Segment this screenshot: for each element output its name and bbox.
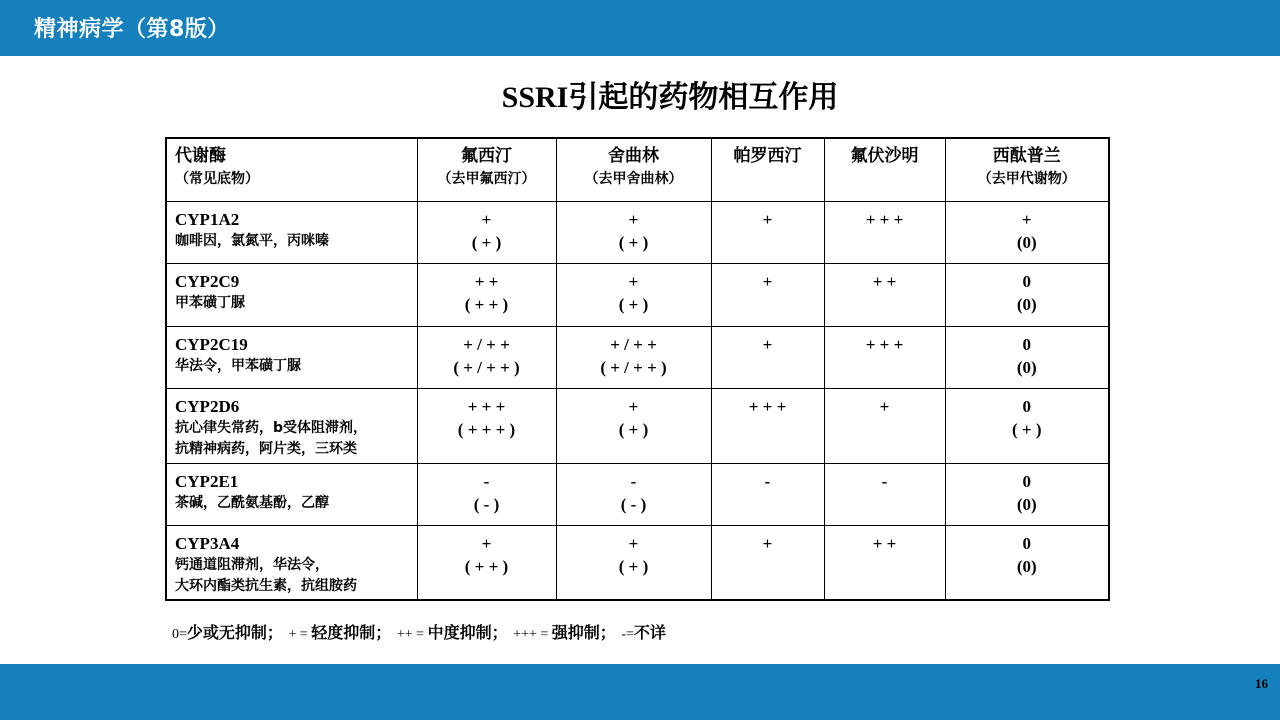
metabolite-inhibition-value: (0) (1016, 294, 1037, 314)
legend-text: 中度抑制； (427, 623, 508, 642)
enzyme-cell (166, 525, 417, 600)
metabolite-inhibition-value: (0) (1016, 232, 1037, 252)
enzyme-cell (166, 463, 417, 525)
inhibition-value: - (483, 471, 490, 491)
metabolite-inhibition-value: ( + ) (1011, 419, 1042, 439)
enzyme-name: CYP3A4 (175, 533, 240, 553)
legend (172, 620, 666, 643)
inhibition-value: 0 (1022, 533, 1031, 553)
value-cell-sertraline (556, 463, 711, 525)
metabolite-inhibition-value: ( + ) (618, 232, 649, 252)
value-cell-citalopram (945, 525, 1109, 600)
inhibition-value: + + + (467, 396, 506, 416)
metabolite-inhibition-value: ( + / + + ) (600, 357, 667, 377)
substrate-text: 华法令，甲苯磺丁脲 (175, 357, 301, 374)
inhibition-value: + (1021, 209, 1032, 229)
enzyme-name: CYP1A2 (175, 209, 240, 229)
legend-text: 不详 (633, 623, 666, 642)
metabolite-inhibition-value: ( + ) (618, 556, 649, 576)
value-cell-paroxetine (711, 263, 824, 326)
substrate-text: 咖啡因，氯氮平，丙咪嗪 (175, 232, 329, 249)
legend-symbol: + = (288, 627, 312, 642)
metabolite-inhibition-value: ( + / + + ) (453, 357, 520, 377)
column-header-label: 氟伏沙明 (850, 146, 919, 166)
metabolite-inhibition-value: ( + ) (618, 419, 649, 439)
inhibition-value: + / + + (463, 334, 510, 354)
inhibition-value: 0 (1022, 334, 1031, 354)
metabolite-inhibition-value: (0) (1016, 556, 1037, 576)
table-row (166, 388, 1109, 463)
value-cell-fluoxetine (417, 326, 556, 388)
column-header-sublabel: （去甲舍曲林） (584, 171, 683, 187)
substrate-text: 抗心律失常药，b受体阻滞剂， (175, 419, 368, 436)
metabolite-inhibition-value: ( + + + ) (457, 419, 516, 439)
inhibition-value: + (481, 533, 492, 553)
legend-symbol: -= (621, 627, 634, 642)
inhibition-value: + (879, 396, 890, 416)
interaction-table (165, 137, 1110, 601)
column-header-enzyme (166, 138, 417, 201)
enzyme-cell (166, 201, 417, 263)
enzyme-cell (166, 388, 417, 463)
inhibition-value: + + (872, 533, 897, 553)
inhibition-value: + (628, 271, 639, 291)
value-cell-citalopram (945, 463, 1109, 525)
inhibition-value: + (762, 209, 773, 229)
value-cell-sertraline (556, 201, 711, 263)
value-cell-fluvoxamine (824, 388, 945, 463)
enzyme-name: CYP2C9 (175, 271, 240, 291)
column-header-sublabel: （常见底物） (175, 171, 259, 187)
inhibition-value: + (628, 533, 639, 553)
column-header-label: 西酞普兰 (992, 146, 1061, 166)
column-header-citalopram (945, 138, 1109, 201)
enzyme-cell (166, 326, 417, 388)
column-header-label: 代谢酶 (175, 146, 226, 166)
value-cell-paroxetine (711, 388, 824, 463)
value-cell-paroxetine (711, 326, 824, 388)
value-cell-fluvoxamine (824, 201, 945, 263)
slide-title: SSRI引起的药物相互作用 (501, 81, 839, 114)
bottom-banner (0, 664, 1280, 720)
legend-text: 少或无抑制； (186, 623, 283, 642)
inhibition-value: + (628, 209, 639, 229)
metabolite-inhibition-value: ( + + ) (464, 556, 509, 576)
column-header-fluvoxamine (824, 138, 945, 201)
inhibition-value: - (630, 471, 637, 491)
top-banner (0, 0, 1280, 56)
inhibition-value: + + + (865, 209, 904, 229)
inhibition-value: 0 (1022, 396, 1031, 416)
metabolite-inhibition-value: (0) (1016, 494, 1037, 514)
substrate-text: 甲苯磺丁脲 (175, 294, 245, 311)
metabolite-inhibition-value: (0) (1016, 357, 1037, 377)
column-header-sertraline (556, 138, 711, 201)
value-cell-sertraline (556, 525, 711, 600)
value-cell-fluvoxamine (824, 326, 945, 388)
enzyme-cell (166, 263, 417, 326)
value-cell-fluoxetine (417, 525, 556, 600)
inhibition-value: + + (474, 271, 499, 291)
inhibition-value: - (764, 471, 771, 491)
inhibition-value: + + + (748, 396, 787, 416)
legend-symbol: 0= (172, 627, 187, 642)
table-row (166, 525, 1109, 600)
value-cell-citalopram (945, 326, 1109, 388)
column-header-paroxetine (711, 138, 824, 201)
value-cell-paroxetine (711, 201, 824, 263)
substrate-text: 钙通道阻滞剂，华法令， (175, 556, 329, 573)
enzyme-name: CYP2E1 (175, 471, 239, 491)
metabolite-inhibition-value: ( - ) (473, 494, 500, 514)
metabolite-inhibition-value: ( - ) (620, 494, 647, 514)
value-cell-fluoxetine (417, 201, 556, 263)
value-cell-fluoxetine (417, 463, 556, 525)
inhibition-value: + + (872, 271, 897, 291)
table-body (166, 201, 1109, 600)
value-cell-citalopram (945, 388, 1109, 463)
value-cell-fluvoxamine (824, 525, 945, 600)
metabolite-inhibition-value: ( + ) (618, 294, 649, 314)
table-row (166, 201, 1109, 263)
book-title: 精神病学（第8版） (34, 17, 230, 42)
enzyme-name: CYP2D6 (175, 396, 240, 416)
inhibition-value: + (762, 533, 773, 553)
inhibition-value: + / + + (610, 334, 657, 354)
legend-symbol: +++ = (513, 627, 552, 642)
table-row (166, 263, 1109, 326)
substrate-text: 抗精神病药，阿片类，三环类 (175, 440, 357, 457)
value-cell-paroxetine (711, 463, 824, 525)
legend-text: 轻度抑制； (311, 623, 392, 642)
column-header-sublabel: （去甲代谢物） (977, 171, 1076, 187)
value-cell-fluvoxamine (824, 463, 945, 525)
value-cell-citalopram (945, 263, 1109, 326)
value-cell-fluoxetine (417, 263, 556, 326)
header-row (166, 138, 1109, 201)
inhibition-value: 0 (1022, 471, 1031, 491)
inhibition-value: + (762, 334, 773, 354)
legend-text: 强抑制； (551, 623, 616, 642)
value-cell-sertraline (556, 326, 711, 388)
inhibition-value: + (481, 209, 492, 229)
value-cell-fluoxetine (417, 388, 556, 463)
column-header-label: 氟西汀 (461, 146, 512, 166)
column-header-label: 舍曲林 (608, 146, 659, 166)
page-number: 16 (1255, 676, 1268, 691)
value-cell-citalopram (945, 201, 1109, 263)
substrate-text: 茶碱，乙酰氨基酚，乙醇 (175, 494, 329, 511)
enzyme-name: CYP2C19 (175, 334, 248, 354)
column-header-label: 帕罗西汀 (733, 146, 802, 166)
inhibition-value: + (762, 271, 773, 291)
inhibition-value: + (628, 396, 639, 416)
table-row (166, 326, 1109, 388)
column-header-sublabel: （去甲氟西汀） (437, 171, 536, 187)
value-cell-sertraline (556, 388, 711, 463)
inhibition-value: + + + (865, 334, 904, 354)
substrate-text: 大环内酯类抗生素，抗组胺药 (175, 577, 357, 594)
inhibition-value: - (881, 471, 888, 491)
inhibition-value: 0 (1022, 271, 1031, 291)
metabolite-inhibition-value: ( + + ) (464, 294, 509, 314)
legend-symbol: ++ = (396, 627, 428, 642)
value-cell-fluvoxamine (824, 263, 945, 326)
value-cell-paroxetine (711, 525, 824, 600)
table-row (166, 463, 1109, 525)
column-header-fluoxetine (417, 138, 556, 201)
metabolite-inhibition-value: ( + ) (471, 232, 502, 252)
value-cell-sertraline (556, 263, 711, 326)
